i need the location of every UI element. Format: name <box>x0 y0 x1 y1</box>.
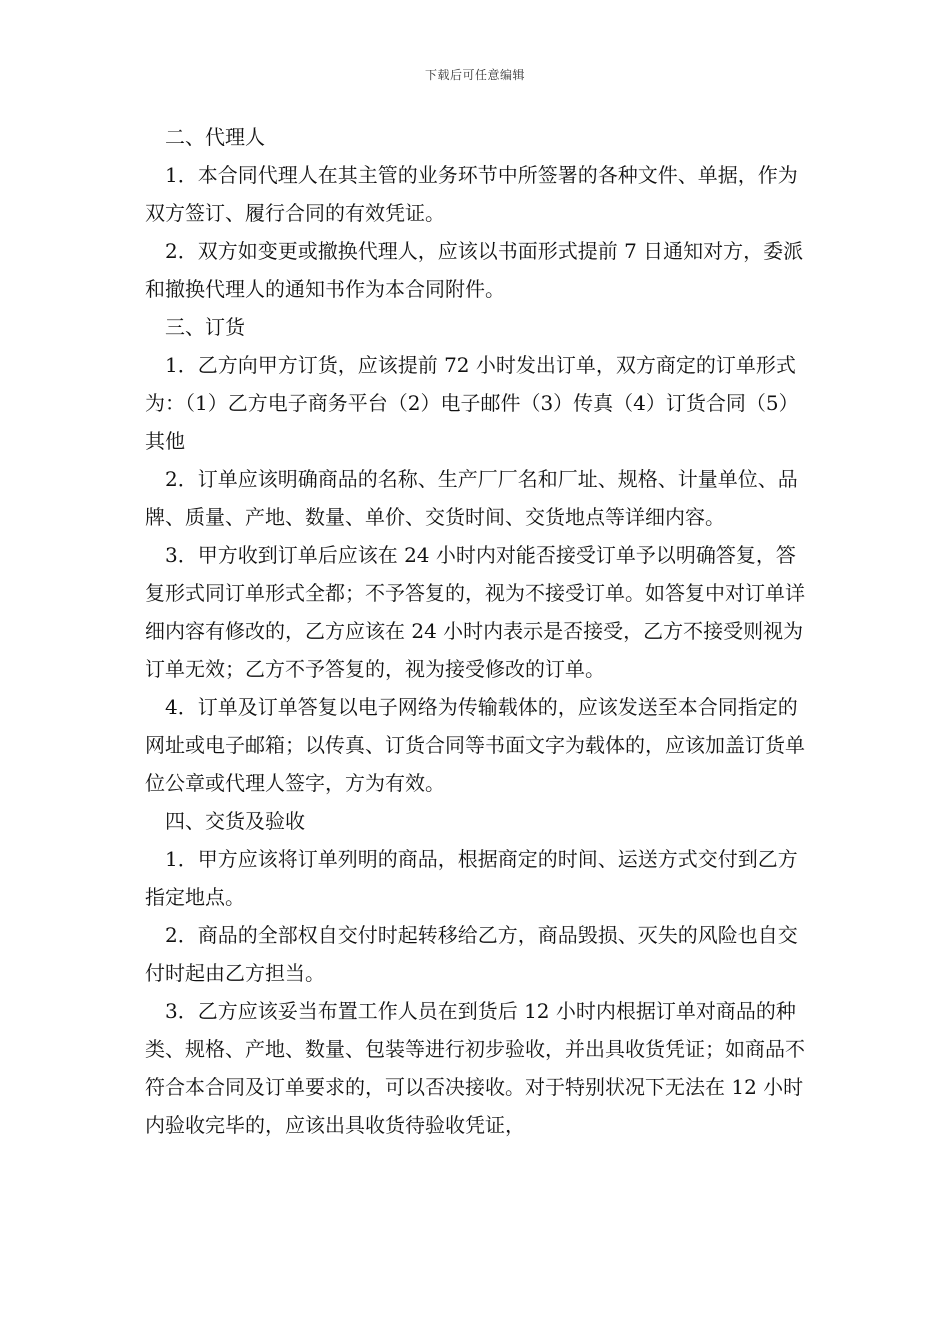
section-heading-delivery: 四、交货及验收 <box>145 809 305 833</box>
paragraph: 3．甲方收到订单后应该在 24 小时内对能否接受订单予以明确答复，答复形式同订单形式全都；不予答复的，视为不接受订单。如答复中对订单详细内容有修改的，乙方应该在 24 小时内表示是否接受，乙方不接受则视为订单无效；乙方不予答复的，视为接受修改的订单。 <box>145 543 805 681</box>
page-header: 下载后可任意编辑 <box>424 68 525 82</box>
section-heading-agent: 二、代理人 <box>145 125 265 149</box>
paragraph: 2．商品的全部权自交付时起转移给乙方，商品毁损、灭失的风险也自交付时起由乙方担当。 <box>145 923 798 985</box>
paragraph: 2．双方如变更或撤换代理人，应该以书面形式提前 7 日通知对方，委派和撤换代理人的通知书作为本合同附件。 <box>145 239 804 301</box>
paragraph: 1．甲方应该将订单列明的商品，根据商定的时间、运送方式交付到乙方指定地点。 <box>145 847 798 909</box>
paragraph: 1．本合同代理人在其主管的业务环节中所签署的各种文件、单据，作为双方签订、履行合同的有效凭证。 <box>145 163 798 225</box>
section-heading-ordering: 三、订货 <box>145 315 245 339</box>
document-body <box>145 118 810 1144</box>
paragraph: 4．订单及订单答复以电子网络为传输载体的，应该发送至本合同指定的网址或电子邮箱；以传真、订货合同等书面文字为载体的，应该加盖订货单位公章或代理人签字，方为有效。 <box>145 695 805 795</box>
paragraph: 2．订单应该明确商品的名称、生产厂厂名和厂址、规格、计量单位、品牌、质量、产地、数量、单价、交货时间、交货地点等详细内容。 <box>145 467 798 529</box>
paragraph: 3．乙方应该妥当布置工作人员在到货后 12 小时内根据订单对商品的种类、规格、产地、数量、包装等进行初步验收，并出具收货凭证；如商品不符合本合同及订单要求的，可以否决接收。对于特别状况下无法在 12 小时内验收完毕的，应该出具收货待验收凭证， <box>145 999 805 1137</box>
paragraph: 1．乙方向甲方订货，应该提前 72 小时发出订单，双方商定的订单形式为：（1）乙方电子商务平台（2）电子邮件（3）传真（4）订货合同（5）其他 <box>145 353 799 453</box>
